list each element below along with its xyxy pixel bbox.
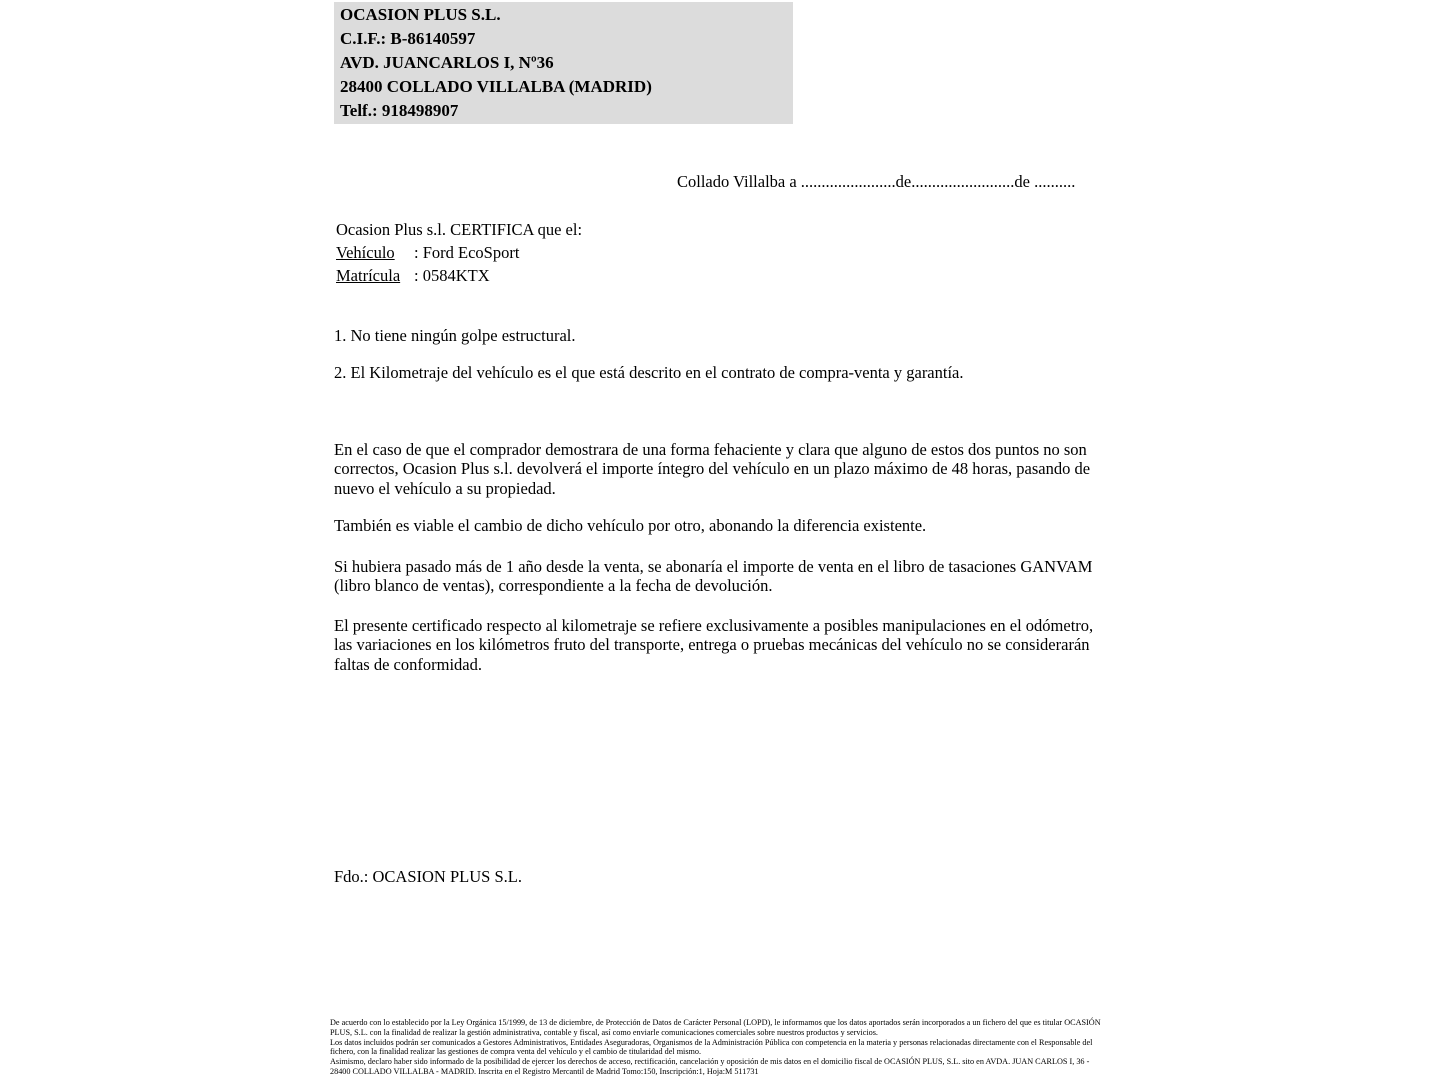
company-address-line1: AVD. JUANCARLOS I, Nº36: [340, 53, 554, 72]
legal-footer: [330, 1018, 1105, 1077]
date-line: Collado Villalba a .......................de.........................de ..........: [677, 172, 1076, 191]
plate-label: Matrícula: [336, 265, 401, 285]
company-address-line2: 28400 COLLADO VILLALBA (MADRID): [340, 77, 652, 96]
company-phone: Telf.: 918498907: [340, 101, 459, 120]
certificate-document: [330, 0, 1105, 887]
signature-line: Fdo.: OCASION PLUS S.L.: [334, 867, 522, 886]
certification-intro: Ocasion Plus s.l. CERTIFICA que el:: [336, 219, 583, 239]
certified-point-2: 2. El Kilometraje del vehículo es el que está descrito en el contrato de compra-venta y garantía.: [334, 363, 964, 382]
certified-point-1: 1. No tiene ningún golpe estructural.: [334, 325, 576, 345]
legal-paragraph-lopd: De acuerdo con lo establecido por la Ley Orgánica 15/1999, de 13 de diciembre, de Protección de Datos de Carácter Personal (LOPD), le informamos que los datos aportados serán incorporados a un fichero del que es titular OCASIÓN PLUS, S.L. con la finalidad de realizar la gestión administrativa, contable y fiscal, así como enviarle comunicaciones comerciales sobre nuestros productos y servicios.: [330, 1018, 1101, 1037]
company-cif: C.I.F.: B-86140597: [340, 29, 476, 48]
company-name: OCASION PLUS S.L.: [340, 5, 501, 24]
vehicle-label: Vehículo: [336, 242, 395, 262]
paragraph-ganvam: Si hubiera pasado más de 1 año desde la venta, se abonaría el importe de venta en el libro de tasaciones GANVAM (libro blanco de ventas), correspondiente a la fecha de devolución.: [334, 556, 1093, 595]
paragraph-odometer-disclaimer: El presente certificado respecto al kilometraje se refiere exclusivamente a posibles manipulaciones en el odómetro, las variaciones en los kilómetros fruto del transporte, entrega o pruebas mecánicas del vehículo no se considerarán faltas de conformidad.: [334, 615, 1094, 674]
plate-line: [336, 264, 1105, 287]
vehicle-line: [336, 241, 1105, 264]
vehicle-value: : Ford EcoSport: [414, 242, 520, 262]
certification-block: [336, 218, 1105, 287]
legal-paragraph-rights: Asimismo, declaro haber sido informado de la posibilidad de ejercer los derechos de acceso, rectificación, cancelación y oposición de mis datos en el domicilio fiscal de OCASIÓN PLUS, S.L. sito en AVDA. JUAN CARLOS I, 36 - 28400 COLLADO VILLALBA - MADRID. Inscrita en el Registro Mercantil de Madrid Tomo:150, Inscripción:1, Hoja:M 511731: [330, 1057, 1090, 1076]
paragraph-refund-conditions: En el caso de que el comprador demostrara de una forma fehaciente y clara que alguno de estos dos puntos no son correctos, Ocasion Plus s.l. devolverá el importe íntegro del vehículo en un plazo máximo de 48 horas, pasando de nuevo el vehículo a su propiedad.: [334, 439, 1091, 498]
company-header-box: [334, 2, 793, 124]
plate-value: : 0584KTX: [414, 265, 490, 285]
paragraph-exchange-option: También es viable el cambio de dicho vehículo por otro, abonando la diferencia existente.: [334, 516, 927, 535]
legal-paragraph-data-sharing: Los datos incluidos podrán ser comunicados a Gestores Administrativos, Entidades Aseguradoras, Organismos de la Administración Pública con competencia en la materia y personas relacionadas directamente con el Responsable del fichero, con la finalidad realizar las gestiones de compra venta del vehículo y el cambio de titularidad del mismo.: [330, 1037, 1093, 1057]
